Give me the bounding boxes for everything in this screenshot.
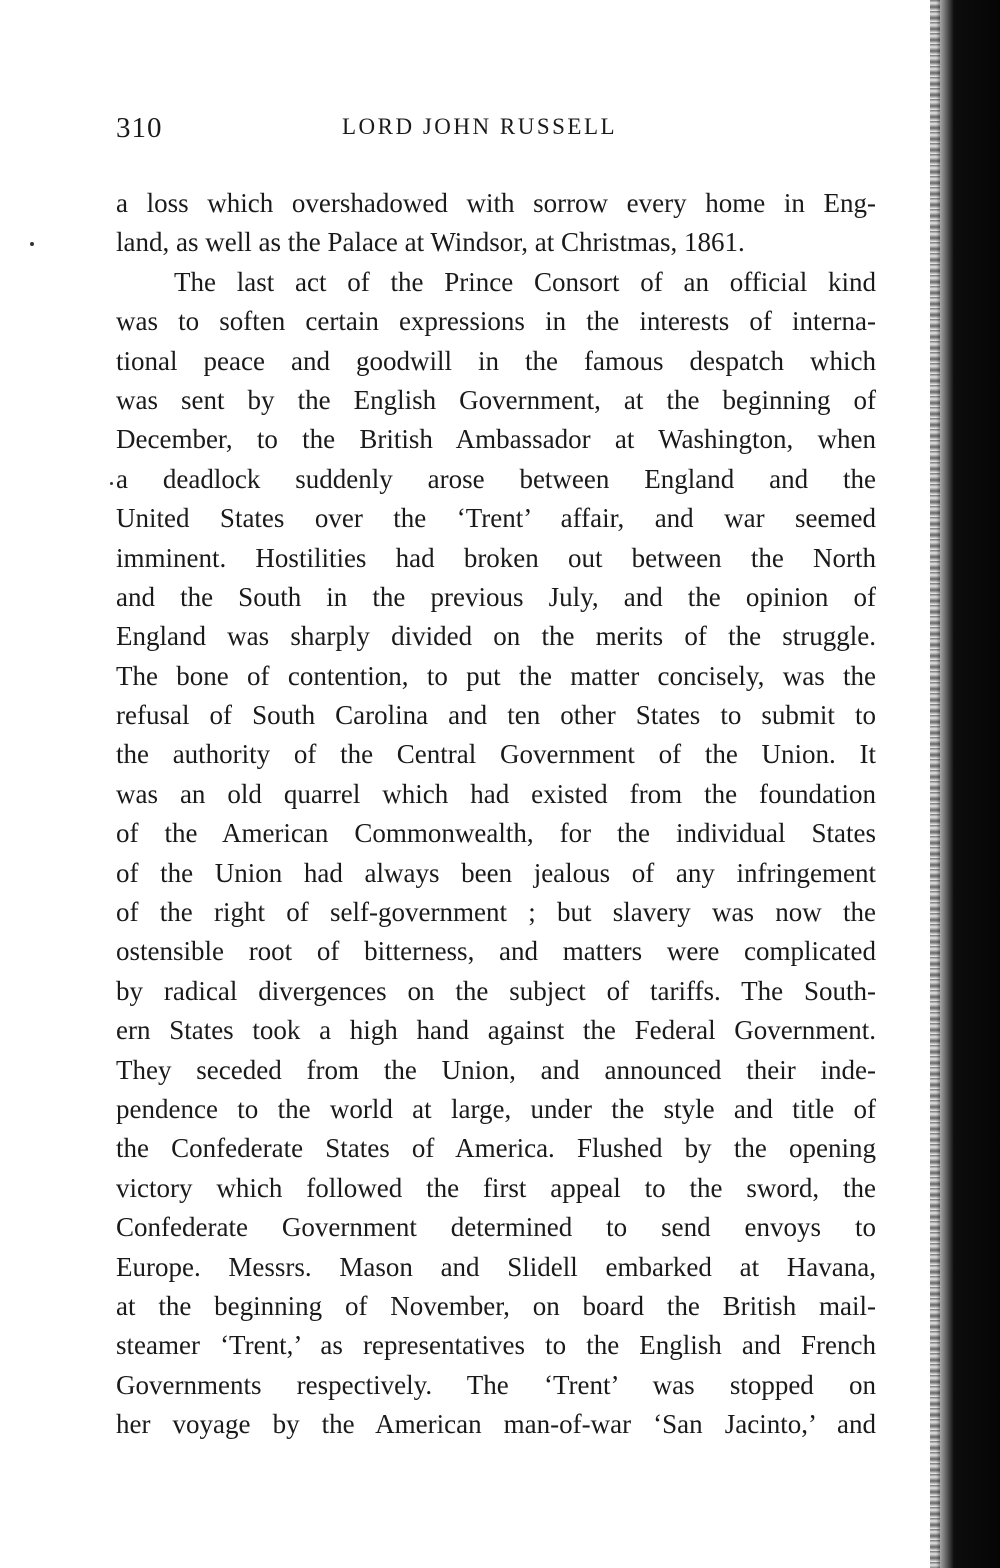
text-line: of the American Commonwealth, for the individual States	[116, 818, 876, 849]
text-line: the authority of the Central Government of the Union. It	[116, 739, 876, 770]
text-line: was to soften certain expressions in the interests of interna-	[116, 306, 876, 337]
text-line: steamer ‘Trent,’ as representatives to the English and French	[116, 1330, 876, 1361]
text-line: was an old quarrel which had existed from the foundation	[116, 778, 876, 809]
text-line: England was sharply divided on the merits of the struggle.	[116, 621, 876, 652]
running-head: LORD JOHN RUSSELL	[342, 114, 618, 139]
text-line: The bone of contention, to put the matter concisely, was the	[116, 660, 876, 691]
text-line: the Confederate States of America. Flushed by the opening	[116, 1133, 876, 1164]
text-line: They seceded from the Union, and announced their inde-	[116, 1054, 876, 1085]
text-line: refusal of South Carolina and ten other States to submit to	[116, 700, 876, 731]
text-line: The last act of the Prince Consort of an official kind	[174, 266, 876, 297]
text-line: victory which followed the first appeal to the sword, the	[116, 1172, 876, 1203]
text-line: pendence to the world at large, under the style and title of	[116, 1093, 876, 1124]
text-line: of the right of self-government ; but slavery was now the	[116, 897, 876, 928]
text-line: tional peace and goodwill in the famous despatch which	[116, 345, 876, 376]
text-line: Europe. Messrs. Mason and Slidell embarked at Havana,	[116, 1251, 876, 1282]
text-line: imminent. Hostilities had broken out between the North	[116, 542, 876, 573]
page-edge-shadow	[936, 0, 1000, 1568]
text-line: at the beginning of November, on board the British mail-	[116, 1290, 876, 1321]
body-text	[116, 184, 876, 1445]
text-line: United States over the ‘Trent’ affair, and war seemed	[116, 503, 876, 534]
text-line: was sent by the English Government, at the beginning of	[116, 384, 876, 415]
text-line: December, to the British Ambassador at Washington, when	[116, 424, 876, 455]
text-line: Governments respectively. The ‘Trent’ was stopped on	[116, 1369, 876, 1400]
text-line: a loss which overshadowed with sorrow every home in Eng-	[116, 188, 876, 218]
page-number: 310	[116, 112, 163, 144]
text-line: land, as well as the Palace at Windsor, at Christmas, 1861.	[116, 227, 745, 258]
text-line: by radical divergences on the subject of tariffs. The South-	[116, 975, 876, 1006]
text-line: a deadlock suddenly arose between England and the	[116, 463, 876, 494]
text-line: her voyage by the American man-of-war ‘San Jacinto,’ and	[116, 1409, 876, 1440]
text-line: of the Union had always been jealous of any infringement	[116, 857, 876, 888]
page-header	[116, 112, 876, 152]
text-line: and the South in the previous July, and the opinion of	[116, 581, 876, 612]
scan-speck	[30, 242, 34, 246]
text-line: ern States took a high hand against the Federal Government.	[116, 1015, 876, 1046]
text-line: ostensible root of bitterness, and matters were complicated	[116, 936, 876, 967]
text-line: Confederate Government determined to send envoys to	[116, 1212, 876, 1243]
scan-speck	[110, 482, 113, 485]
